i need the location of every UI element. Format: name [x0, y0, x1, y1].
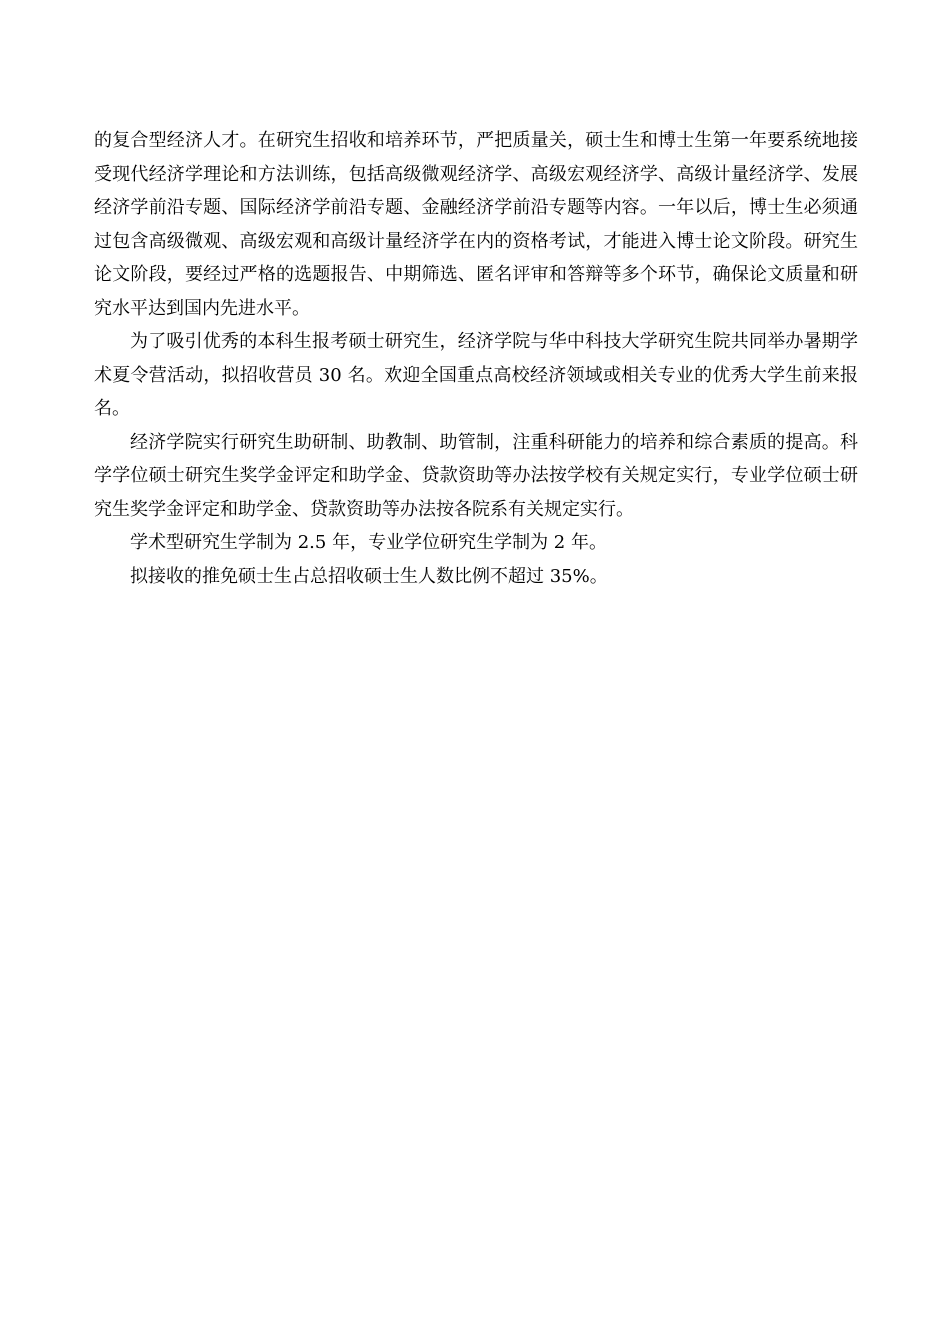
- paragraph-summer-camp: 为了吸引优秀的本科生报考硕士研究生，经济学院与华中科技大学研究生院共同举办暑期学术夏令营活动，拟招收营员 30 名。欢迎全国重点高校经济领域或相关专业的优秀大学生前来报名。: [94, 331, 858, 419]
- paragraph-assistantship: 经济学院实行研究生助研制、助教制、助管制，注重科研能力的培养和综合素质的提高。科学学位硕士研究生奖学金评定和助学金、贷款资助等办法按学校有关规定实行，专业学位硕士研究生奖学金评定和助学金、贷款资助等办法按各院系有关规定实行。: [94, 431, 858, 520]
- paragraph-study-duration: 学术型研究生学制为 2.5 年，专业学位研究生学制为 2 年。: [130, 532, 607, 553]
- paragraph-continued: 的复合型经济人才。在研究生招收和培养环节，严把质量关，硕士生和博士生第一年要系统地接受现代经济学理论和方法训练，包括高级微观经济学、高级宏观经济学、高级计量经济学、发展经济学前沿专题、国际经济学前沿专题、金融经济学前沿专题等内容。一年以后，博士生必须通过包含高级微观、高级宏观和高级计量经济学在内的资格考试，才能进入博士论文阶段。研究生论文阶段，要经过严格的选题报告、中期筛选、匿名评审和答辩等多个环节，确保论文质量和研究水平达到国内先进水平。: [94, 130, 858, 319]
- paragraph-recommended-ratio: 拟接收的推免硕士生占总招收硕士生人数比例不超过 35%。: [130, 565, 608, 587]
- document-body: [94, 124, 858, 593]
